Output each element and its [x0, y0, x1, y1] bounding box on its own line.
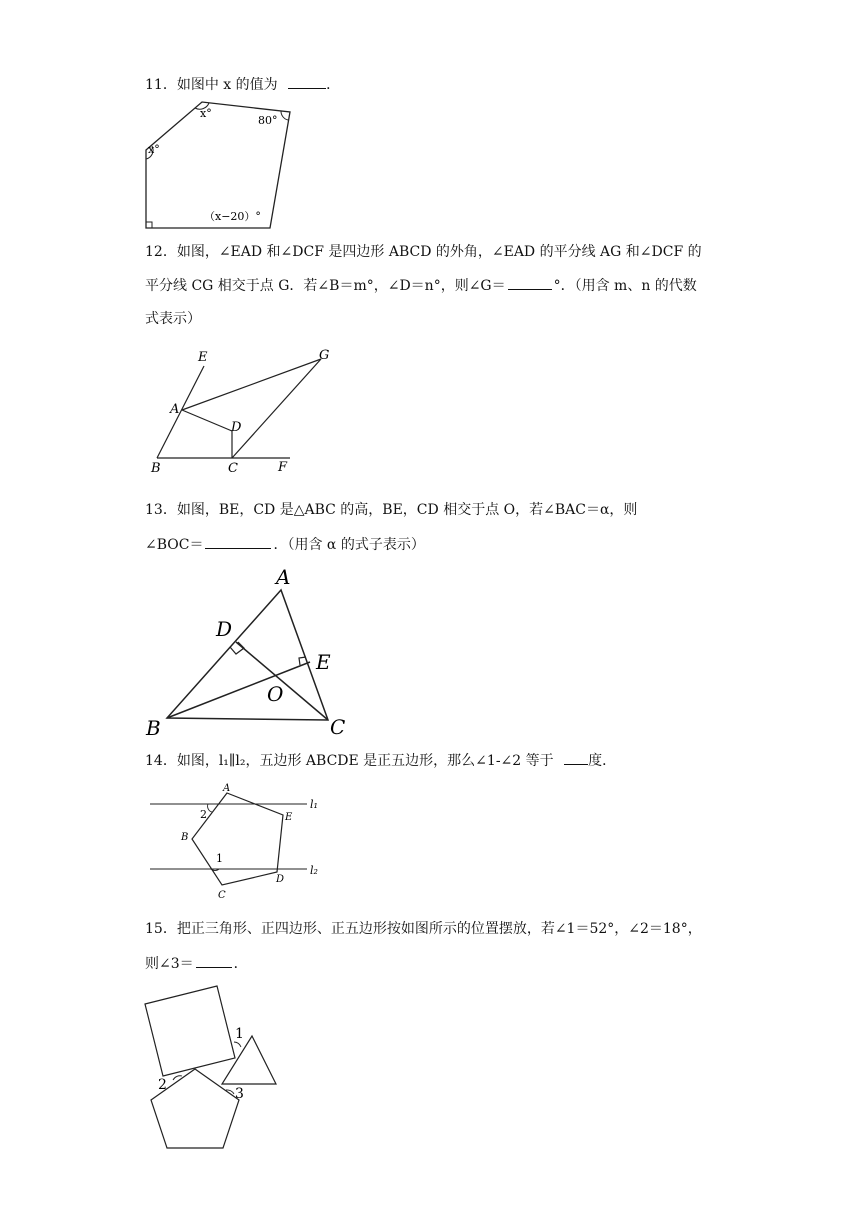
figure-12-quadrilateral: [145, 346, 345, 476]
point-F-label: F: [278, 460, 288, 475]
point-D-label: D: [216, 617, 233, 641]
point-C-label: C: [330, 715, 346, 739]
angle-2-label: 2: [158, 1077, 167, 1093]
question-15-text-a: 则∠3＝: [145, 956, 194, 972]
angle-2-label: 2: [200, 808, 207, 821]
question-14-text-a: 14．如图，l₁∥l₂，五边形 ABCDE 是正五边形，那么∠1-∠2 等于: [145, 753, 554, 769]
question-13-line-2: [145, 534, 425, 555]
question-12-text-a: 平分线 CG 相交于点 G．若∠B＝m°，∠D＝n°，则∠G＝: [145, 278, 506, 294]
label-x-minus-20: （x−20）°: [204, 210, 261, 223]
question-15-line-2: [145, 953, 248, 974]
angle-1-label: 1: [235, 1026, 244, 1042]
question-11-text: 11．如图中 x 的值为: [145, 77, 278, 93]
question-15-text-b: ．: [233, 956, 248, 972]
square-shape: [145, 986, 235, 1076]
answer-blank[interactable]: [288, 74, 326, 89]
question-14: [145, 750, 616, 771]
point-A-label: A: [276, 565, 291, 589]
label-x-left: x°: [148, 143, 160, 156]
answer-blank[interactable]: [205, 534, 271, 549]
figure-13-triangle: [140, 562, 360, 740]
answer-blank[interactable]: [564, 750, 588, 765]
question-13-line-1: 13．如图，BE，CD 是△ABC 的高，BE，CD 相交于点 O，若∠BAC＝α，则: [145, 502, 638, 518]
line-l2-label: l₂: [310, 864, 318, 877]
point-D-label: D: [276, 874, 285, 885]
point-G-label: G: [319, 348, 330, 363]
point-E-label: E: [285, 812, 293, 823]
question-13-text-b: ．（用含 α 的式子表示）: [273, 537, 425, 553]
figure-11-pentagon: [140, 98, 300, 232]
line-l1-label: l₁: [310, 798, 318, 811]
point-D-label: D: [231, 420, 242, 435]
answer-blank[interactable]: [508, 275, 552, 290]
question-11-tail: ．: [326, 77, 341, 93]
triangle-shape: [222, 1036, 276, 1084]
question-14-text-b: 度．: [588, 753, 617, 769]
figure-14-pentagon-parallel-lines: [145, 778, 335, 901]
point-C-label: C: [228, 461, 238, 476]
angle-3-label: 3: [235, 1086, 244, 1102]
point-A-label: A: [170, 402, 180, 417]
question-11: [145, 74, 340, 95]
point-A-label: A: [223, 783, 231, 794]
point-B-label: B: [146, 716, 161, 740]
angle-1-label: 1: [216, 852, 223, 865]
question-13-text-a: ∠BOC＝: [145, 537, 204, 553]
question-12-line-2: [145, 275, 697, 296]
question-12-line-1: 12．如图，∠EAD 和∠DCF 是四边形 ABCD 的外角，∠EAD 的平分线 AG 和∠DCF 的: [145, 244, 702, 260]
label-x-top: x°: [200, 107, 212, 120]
point-C-label: C: [218, 890, 226, 901]
point-B-label: B: [151, 461, 161, 476]
question-15-line-1: 15．把正三角形、正四边形、正五边形按如图所示的位置摆放，若∠1＝52°，∠2＝18°，: [145, 921, 702, 937]
point-E-label: E: [316, 650, 331, 674]
question-12-text-b: °．（用含 m、n 的代数: [553, 278, 697, 294]
figure-15-polygons: [140, 980, 290, 1152]
point-E-label: E: [198, 350, 208, 365]
answer-blank[interactable]: [196, 953, 232, 968]
label-80: 80°: [258, 114, 278, 127]
point-B-label: B: [181, 832, 189, 843]
point-O-label: O: [267, 682, 284, 706]
question-12-line-3: 式表示）: [145, 311, 201, 327]
